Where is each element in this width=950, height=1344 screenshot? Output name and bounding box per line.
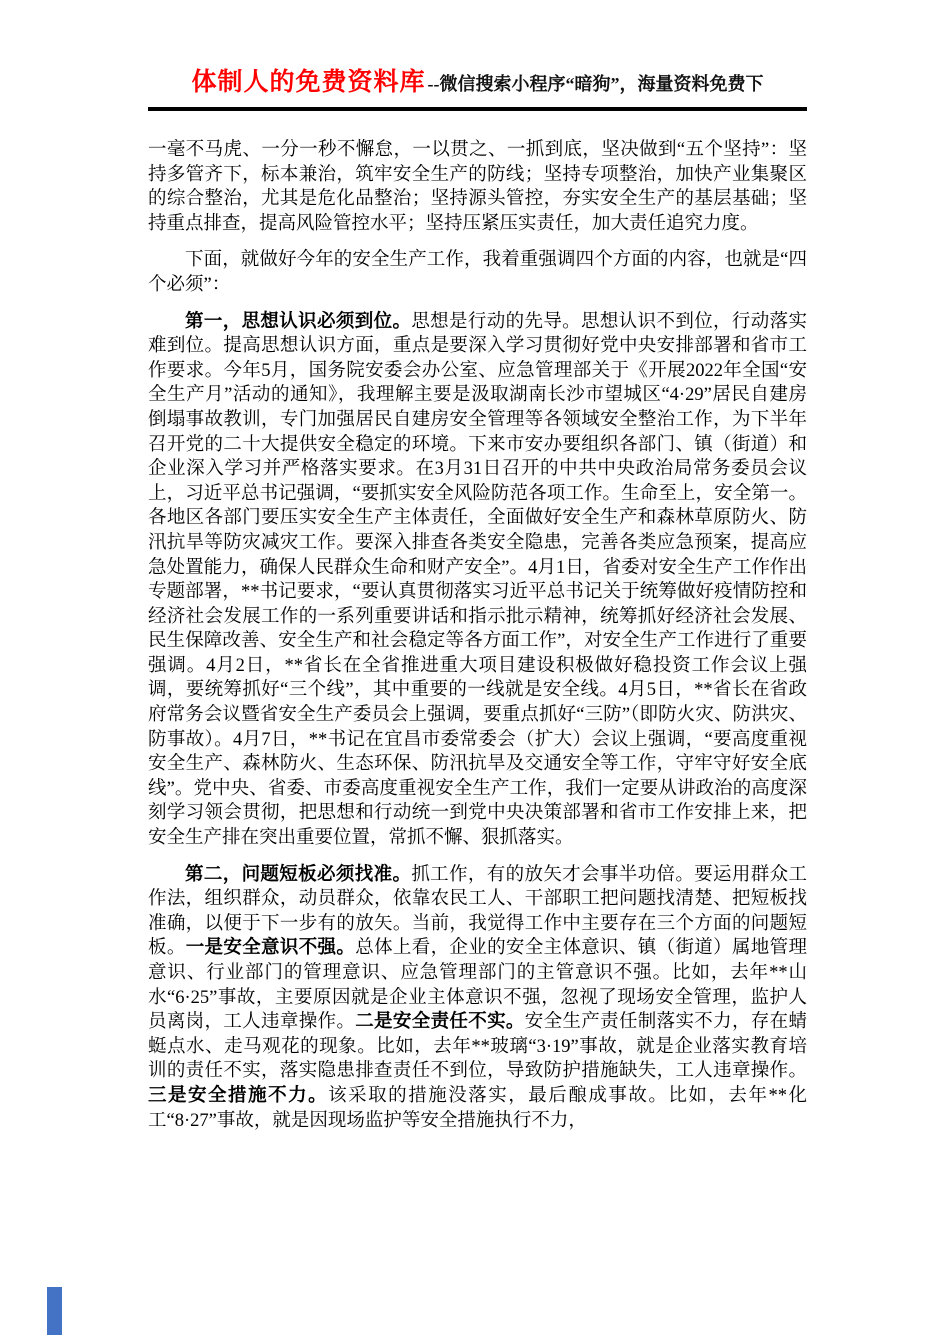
paragraph-text-run: 安全生产责任制落实不力，存在蜻蜓点水、走马观花的现象。比如，去年**玻璃“3·19”事故，就是企业落实教育培训的责任不实，落实隐患排查责任不到位，导致防护措施缺失，工人违章操作。: [148, 1012, 807, 1082]
document-body: [148, 138, 807, 1133]
paragraph-heading-run: 三是安全措施不力。: [148, 1085, 329, 1106]
brand-title: 体制人的免费资料库: [191, 69, 426, 96]
paragraph-text-run: 思想是行动的先导。思想认识不到位，行动落实难到位。提高思想认识方面，重点是要深入学习贯彻好党中央安排部署和省市工作要求。今年5月，国务院安委会办公室、应急管理部关于《开展2022年全国“安全生产月”活动的通知》，我理解主要是汲取湖南长沙市望城区“4·29”居民自建房倒塌事故教训，专门加强居民自建房安全管理等各领域安全整治工作，为下半年召开党的二十大提供安全稳定的环境。下来市安办要组织各部门、镇（街道）和企业深入学习并严格落实要求。在3月31日召开的中共中央政治局常务委员会议上，习近平总书记强调，“要抓实安全风险防范各项工作。生命至上，安全第一。各地区各部门要压实安全生产主体责任，全面做好安全生产和森林草原防火、防汛抗旱等防灾减灾工作。要深入排查各类安全隐患，完善各类应急预案，提高应急处置能力，确保人民群众生命和财产安全”。4月1日，省委对安全生产工作作出专题部署，**书记要求，“要认真贯彻落实习近平总书记关于统筹做好疫情防控和经济社会发展工作的一系列重要讲话和指示批示精神，统筹抓好经济社会发展、民生保障改善、安全生产和社会稳定等各方面工作”，对安全生产工作进行了重要强调。4月2日，**省长在全省推进重大项目建设积极做好稳投资工作会议上强调，要统筹抓好“三个线”，其中重要的一线就是安全线。4月5日，**省长在省政府常务会议暨省安全生产委员会上强调，要重点抓好“三防”（即防火灾、防洪灾、防事故）。4月7日，**书记在宜昌市委常委会（扩大）会议上强调，“要高度重视安全生产、森林防火、生态环保、防汛抗旱及交通安全等工作，守牢守好安全底线”。党中央、省委、市委高度重视安全生产工作，我们一定要从讲政治的高度深刻学习领会贯彻，把思想和行动统一到党中央决策部署和省市工作安排上来，把安全生产排在突出重要位置，常抓不懈、狠抓落实。: [148, 311, 807, 849]
paragraph: [148, 138, 807, 236]
paragraph-heading-run: 第一，思想认识必须到位。: [185, 311, 412, 332]
blue-corner-marker: [47, 1287, 62, 1335]
paragraph-text-run: 下面，就做好今年的安全生产工作，我着重强调四个方面的内容，也就是“四个必须”：: [148, 250, 807, 295]
brand-tagline: --微信搜索小程序“暗狗”，海量资料免费下: [427, 74, 764, 94]
paragraph-text-run: 一毫不马虎、一分一秒不懈怠，一以贯之、一抓到底，坚决做到“五个坚持”：坚持多管齐下，标本兼治，筑牢安全生产的防线；坚持专项整治，加快产业集聚区的综合整治，尤其是危化品整治；坚持源头管控，夯实安全生产的基层基础；坚持重点排查，提高风险管控水平；坚持压紧压实责任，加大责任追究力度。: [148, 140, 807, 234]
paragraph-text-run: 抓工作，有的放矢才会事半功倍。要运用群众工作法，组织群众，动员群众，依靠农民工人、干部职工把问题找清楚、把短板找准确，以便于下一步有的放矢。当前，我觉得工作中主要存在三个方面的问题短板。: [148, 864, 807, 959]
paragraph: [148, 310, 807, 851]
paragraph: [148, 248, 807, 297]
paragraph-heading-run: 一是安全意识不强。: [185, 938, 356, 959]
paragraph-heading-run: 二是安全责任不实。: [355, 1012, 525, 1033]
paragraph-text-run: 总体上看，企业的安全主体意识、镇（街道）属地管理意识、行业部门的管理意识、应急管理部门的主管意识不强。比如，去年**山水“6·25”事故，主要原因就是企业主体意识不强，忽视了现场安全管理，监护人员离岗，工人违章操作。: [148, 938, 807, 1033]
paragraph-text-run: 该采取的措施没落实，最后酿成事故。比如，去年**化工“8·27”事故，就是因现场监护等安全措施执行不力，: [148, 1085, 807, 1131]
header-banner: [148, 62, 807, 111]
paragraph-heading-run: 第二，问题短板必须找准。: [185, 864, 412, 885]
paragraph: [148, 863, 807, 1134]
